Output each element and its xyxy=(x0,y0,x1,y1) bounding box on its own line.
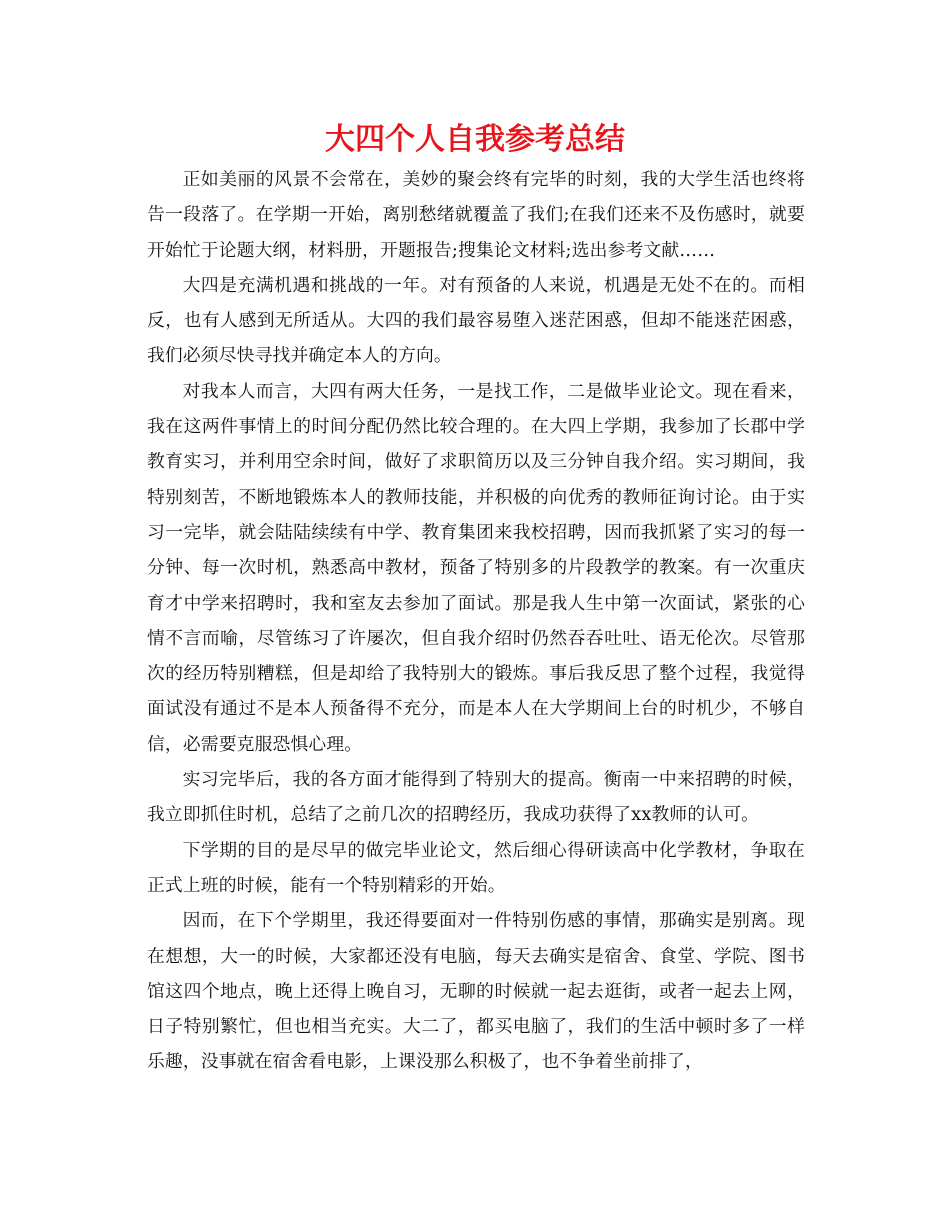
paragraph-1: 正如美丽的风景不会常在，美妙的聚会终有完毕的时刻，我的大学生活也终将告一段落了。在学期一开始，离别愁绪就覆盖了我们;在我们还来不及伤感时，就要开始忙于论题大纲，材料册，开题报告;搜集论文材料;选出参考文献…… xyxy=(147,169,805,261)
paragraph-5: 下学期的目的是尽早的做完毕业论文，然后细心得研读高中化学教材，争取在正式上班的时候，能有一个特别精彩的开始。 xyxy=(147,839,805,896)
paragraph-6: 因而，在下个学期里，我还得要面对一件特别伤感的事情，那确实是别离。现在想想，大一的时候，大家都还没有电脑，每天去确实是宿舍、食堂、学院、图书馆这四个地点，晚上还得上晚自习，无聊的时候就一起去逛街，或者一起去上网，日子特别繁忙，但也相当充实。大二了，都买电脑了，我们的生活中顿时多了一样乐趣，没事就在宿舍看电影，上课没那么积极了，也不争着坐前排了， xyxy=(147,910,805,1073)
document-body xyxy=(147,162,805,1080)
paragraph-4: 实习完毕后，我的各方面才能得到了特别大的提高。衡南一中来招聘的时候，我立即抓住时机，总结了之前几次的招聘经历，我成功获得了xx教师的认可。 xyxy=(147,769,805,826)
paragraph-3: 对我本人而言，大四有两大任务，一是找工作，二是做毕业论文。现在看来，我在这两件事情上的时间分配仍然比较合理的。在大四上学期，我参加了长郡中学教育实习，并利用空余时间，做好了求职简历以及三分钟自我介绍。实习期间，我特别刻苦，不断地锻炼本人的教师技能，并积极的向优秀的教师征询讨论。由于实习一完毕，就会陆陆续续有中学、教育集团来我校招聘，因而我抓紧了实习的每一分钟、每一次时机，熟悉高中教材，预备了特别多的片段教学的教案。有一次重庆育才中学来招聘时，我和室友去参加了面试。那是我人生中第一次面试，紧张的心情不言而喻，尽管练习了许屡次，但自我介绍时仍然吞吞吐吐、语无伦次。尽管那次的经历特别糟糕，但是却给了我特别大的锻炼。事后我反思了整个过程，我觉得面试没有通过不是本人预备得不充分，而是本人在大学期间上台的时机少，不够自信，必需要克服恐惧心理。 xyxy=(147,380,805,755)
paragraph-2: 大四是充满机遇和挑战的一年。对有预备的人来说，机遇是无处不在的。而相反，也有人感到无所适从。大四的我们最容易堕入迷茫困惑，但却不能迷茫困惑，我们必须尽快寻找并确定本人的方向。 xyxy=(147,274,805,367)
page-title: 大四个人自我参考总结 xyxy=(325,122,625,157)
